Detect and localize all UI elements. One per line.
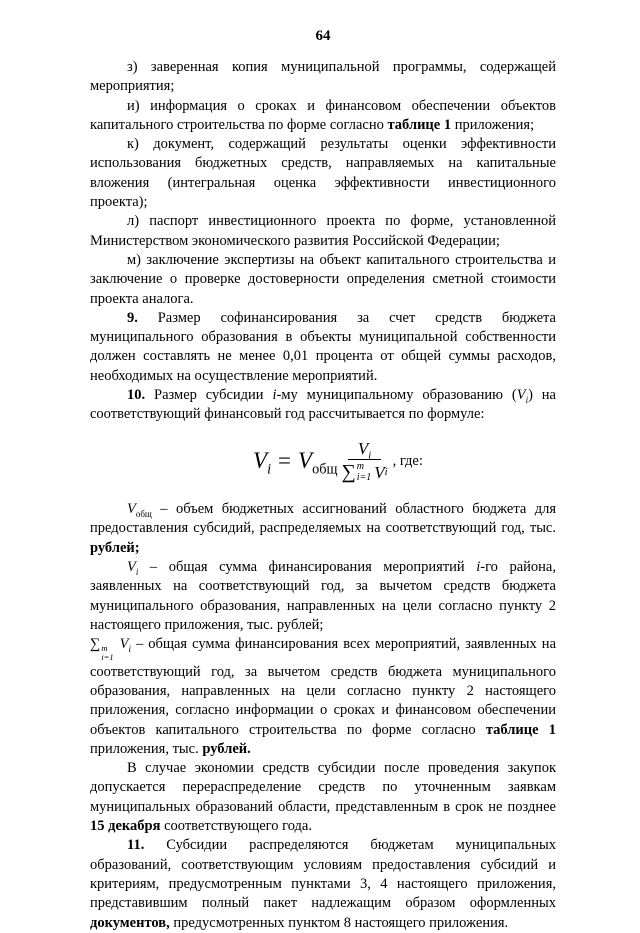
formula-numerator: $V_i$ [348, 439, 381, 461]
subsidy-formula [253, 439, 556, 485]
sum-limits-inline: m i=1 [101, 644, 114, 663]
paragraph: з) заверенная копия муниципальной программы, содержащей мероприятия; [90, 59, 556, 95]
document-page [0, 28, 640, 933]
paragraph: В случае экономии средств субсидии после проведения закупок допускается перераспределение средств по уточненным заявкам муниципальных образований области, представленным в срок не позднее 15 декабря соответствующего года. [90, 760, 556, 835]
sum-limits: m i=1 [356, 461, 372, 483]
page-number: 64 [315, 28, 331, 44]
formula-lhs: $V_i$ [253, 448, 272, 478]
formula-fraction [341, 439, 387, 485]
paragraph: 9. Размер софинансирования за счет средств бюджета муниципального образования в объекты муниципальной собственности должен составлять не менее 0,01 процента от общей суммы расходов, необходимых на осуществление мероприятий. [90, 309, 556, 384]
formula-equals: = [278, 448, 292, 474]
document-body-bottom [90, 500, 556, 933]
paragraph: м) заключение экспертизы на объект капитального строительства и заключение о проверке достоверности определения сметной стоимости проекта аналога. [90, 251, 556, 307]
sum-symbol: ∑ [341, 461, 356, 484]
paragraph: $V_i$ – общая сумма финансирования мероприятий i-го района, заявленных на соответствующий год, за вычетом средств бюджета муниципального образования, направленных на цели согласно пункту 2 настоящего приложения, тыс. рублей; [90, 559, 556, 633]
paragraph: $V_{общ}$ – объем бюджетных ассигнований областного бюджета для предоставления субсидий, распределяемых на соответствующий год, тыс. рублей; [90, 501, 556, 556]
document-body-top [90, 58, 556, 425]
paragraph: ∑ m i=1 $V_i$ – общая сумма финансирования всех мероприятий, заявленных на соответствующий год, за вычетом средств бюджета муниципального образования, направленных на цели согласно пункту 2 настоящего приложения, согласно информации о сроках и финансовом обеспечении объектов капитального строительства по форме согласно таблице 1 приложения, тыс. рублей. [90, 636, 557, 757]
paragraph: и) информация о сроках и финансовом обеспечении объектов капитального строительства по форме согласно таблице 1 приложения; [90, 97, 556, 133]
paragraph: к) документ, содержащий результаты оценки эффективности использования бюджетных средств, направляемых на капитальные вложения (интегральная оценка эффективности инвестиционного проекта); [90, 136, 556, 211]
paragraph: л) паспорт инвестиционного проекта по форме, установленной Министерством экономического развития Российской Федерации; [90, 213, 556, 249]
formula-tail: , где: [392, 452, 423, 469]
paragraph: 11. Субсидии распределяются бюджетам муниципальных образований, соответствующим условиям предоставления субсидий и критериям, предусмотренным пунктами 3, 4 настоящего приложения, представившим полный пакет надлежащим образом оформленных документов, предусмотренных пунктом 8 настоящего приложения. [90, 837, 556, 931]
formula-coefficient: $V_{общ}$ [298, 448, 338, 478]
formula-denominator: ∑ m i=1 V i [341, 461, 388, 484]
paragraph: 10. Размер субсидии i-му муниципальному образованию $(V_i)$ на соответствующий финансовый год рассчитывается по формуле: [90, 387, 556, 423]
